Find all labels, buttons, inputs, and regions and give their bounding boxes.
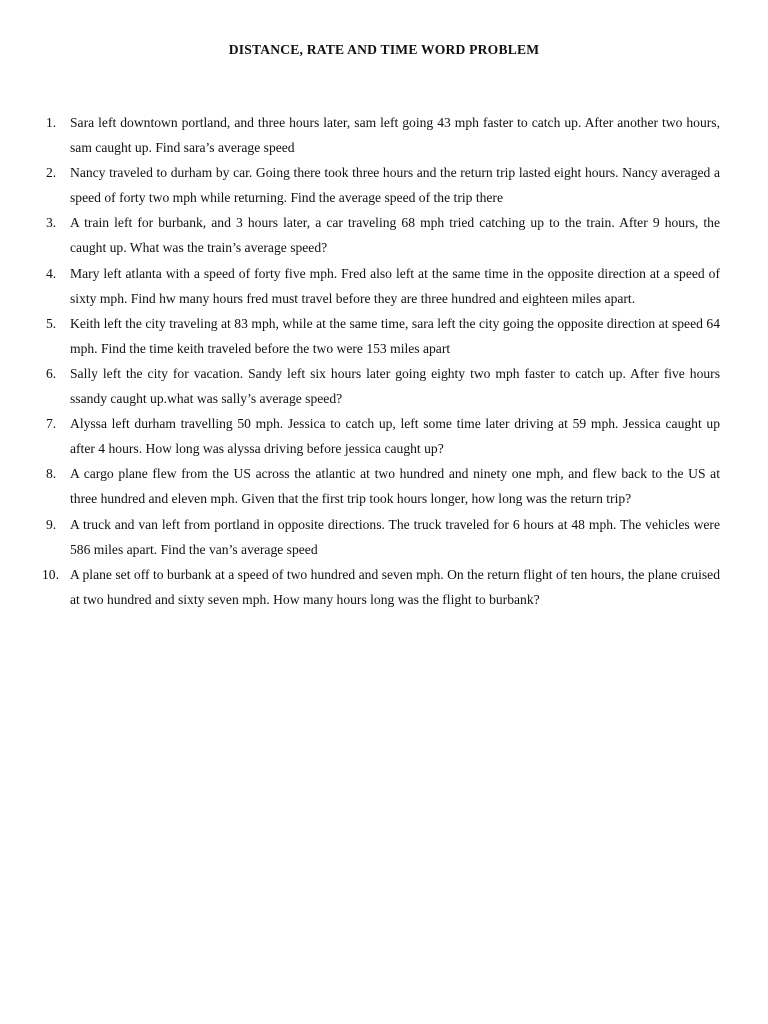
problem-number: 3. [46,215,57,231]
problem-item-3 [40,210,720,260]
problem-item-9 [40,512,720,562]
problem-number: 6. [46,365,57,381]
problem-number: 8. [46,466,57,482]
problem-item-8 [40,461,720,511]
problem-text: Sara left downtown portland, and three hours later, sam left going 43 mph faster to catch up. After another two hours, sam caught up. Find sara’s average speed [70,115,720,156]
problem-item-7 [40,411,720,461]
problem-number: 5. [46,315,57,331]
problem-text: Keith left the city traveling at 83 mph, while at the same time, sara left the city going the opposite direction at speed 64 mph. Find the time keith traveled before the two were 153 miles apart [70,315,720,356]
problem-number: 7. [46,416,57,432]
document-title: DISTANCE, RATE AND TIME WORD PROBLEM [228,42,540,57]
problem-text: A train left for burbank, and 3 hours later, a car traveling 68 mph tried catching up to the train. After 9 hours, the caught up. What was the train’s average speed? [70,215,720,256]
problem-number: 1. [46,115,57,130]
problem-item-4 [40,261,720,311]
problem-number: 4. [46,265,57,281]
problem-number: 10. [42,566,59,582]
problem-text: Mary left atlanta with a speed of forty five mph. Fred also left at the same time in the opposite direction at a speed of sixty mph. Find hw many hours fred must travel before they are three hundred and eighteen miles apart. [70,265,720,306]
problem-item-1 [40,110,720,160]
problem-text: Nancy traveled to durham by car. Going there took three hours and the return trip lasted eight hours. Nancy averaged a speed of forty two mph while returning. Find the average speed of the trip there [70,165,720,206]
problem-text: A truck and van left from portland in opposite directions. The truck traveled for 6 hours at 48 mph. The vehicles were 586 miles apart. Find the van’s average speed [70,516,720,557]
problem-item-6 [40,361,720,411]
problem-item-2 [40,160,720,210]
problem-text: Alyssa left durham travelling 50 mph. Jessica to catch up, left some time later driving at 59 mph. Jessica caught up after 4 hours. How long was alyssa driving before jessica caught up? [70,416,720,457]
problem-list [40,110,720,612]
problem-item-10 [40,562,720,612]
problem-item-5 [40,311,720,361]
problem-number: 9. [46,516,57,532]
problem-text: A cargo plane flew from the US across the atlantic at two hundred and ninety one mph, and flew back to the US at three hundred and eleven mph. Given that the first trip took hours longer, how long was the return trip? [70,466,720,507]
problem-text: Sally left the city for vacation. Sandy left six hours later going eighty two mph faster to catch up. After five hours ssandy caught up.what was sally’s average speed? [70,365,720,407]
problem-text: A plane set off to burbank at a speed of two hundred and seven mph. On the return flight of ten hours, the plane cruised at two hundred and sixty seven mph. How many hours long was the flight to burbank? [70,566,720,607]
problem-number: 2. [46,165,57,181]
